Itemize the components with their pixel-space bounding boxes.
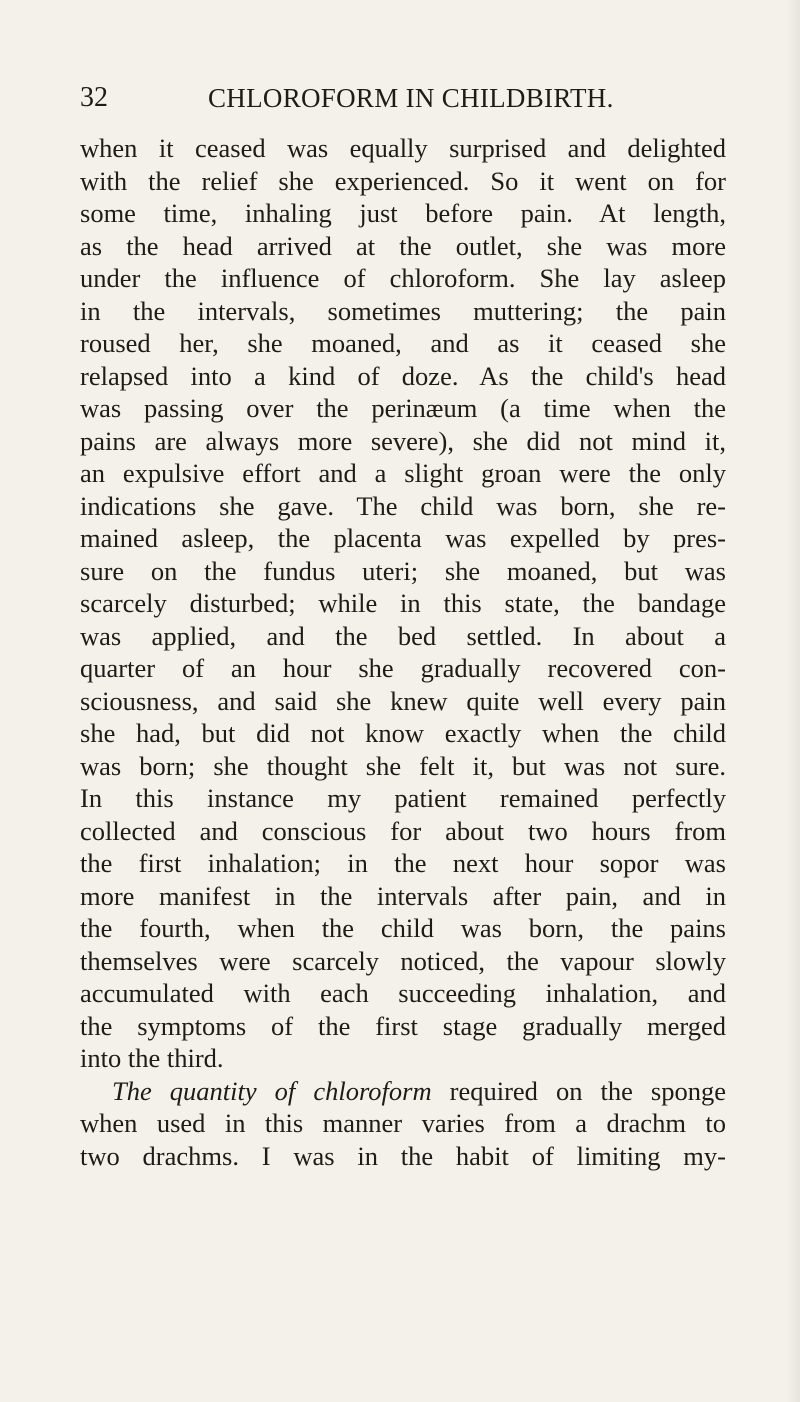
text-line: into the third. — [80, 1043, 224, 1073]
running-title: CHLOROFORM IN CHILDBIRTH. — [208, 83, 614, 113]
text-line: in the intervals, sometimes muttering; the pain — [80, 295, 726, 326]
page-edge-shadow — [786, 0, 800, 1402]
text-line: collected and conscious for about two hours from — [80, 815, 726, 846]
text-line: roused her, she moaned, and as it ceased she — [80, 328, 726, 358]
text-line: was applied, and the bed settled. In about a — [80, 620, 726, 651]
text-line: quarter of an hour she gradually recovered con- — [80, 653, 726, 683]
text-line: two drachms. I was in the habit of limiting my- — [80, 1140, 726, 1171]
text-line: was born; she thought she felt it, but was not sure. — [80, 750, 726, 781]
paragraph-2-line-1 — [80, 1075, 726, 1108]
text-line: the fourth, when the child was born, the pains — [80, 913, 726, 943]
text-line: accumulated with each succeeding inhalation, and — [80, 978, 726, 1008]
text-line: was passing over the perinæum (a time when the — [80, 393, 726, 423]
text-line: under the influence of chloroform. She lay asleep — [80, 263, 726, 293]
text-line: themselves were scarcely noticed, the vapour slowly — [80, 945, 726, 976]
page-number: 32 — [80, 82, 108, 113]
text-line: indications she gave. The child was born, she re- — [80, 490, 726, 521]
text-line: as the head arrived at the outlet, she was more — [80, 230, 726, 261]
text-line: scarcely disturbed; while in this state, the bandage — [80, 588, 726, 618]
text-line: some time, inhaling just before pain. At length, — [80, 198, 726, 228]
italic-phrase: The quantity of chloroform — [112, 1075, 432, 1106]
text-line: sure on the fundus uteri; she moaned, but was — [80, 555, 726, 586]
text-line: the first inhalation; in the next hour sopor was — [80, 848, 726, 878]
paragraph-2-line-1-rest: required on the sponge — [431, 1075, 726, 1106]
text-line: she had, but did not know exactly when the child — [80, 718, 726, 748]
text-line: an expulsive effort and a slight groan were the only — [80, 458, 726, 488]
text-line: when it ceased was equally surprised and delighted — [80, 133, 726, 163]
text-line: more manifest in the intervals after pain, and in — [80, 880, 726, 911]
text-line: when used in this manner varies from a drachm to — [80, 1108, 726, 1138]
page-header — [80, 80, 720, 116]
text-line: mained asleep, the placenta was expelled by pres- — [80, 523, 726, 553]
body-text — [80, 132, 726, 1172]
text-line: relapsed into a kind of doze. As the child's head — [80, 360, 726, 391]
text-line: sciousness, and said she knew quite well every pain — [80, 685, 726, 716]
text-line: with the relief she experienced. So it went on for — [80, 165, 726, 196]
text-line: pains are always more severe), she did not mind it, — [80, 425, 726, 456]
text-line: the symptoms of the first stage gradually merged — [80, 1010, 726, 1041]
text-line: In this instance my patient remained perfectly — [80, 783, 726, 813]
